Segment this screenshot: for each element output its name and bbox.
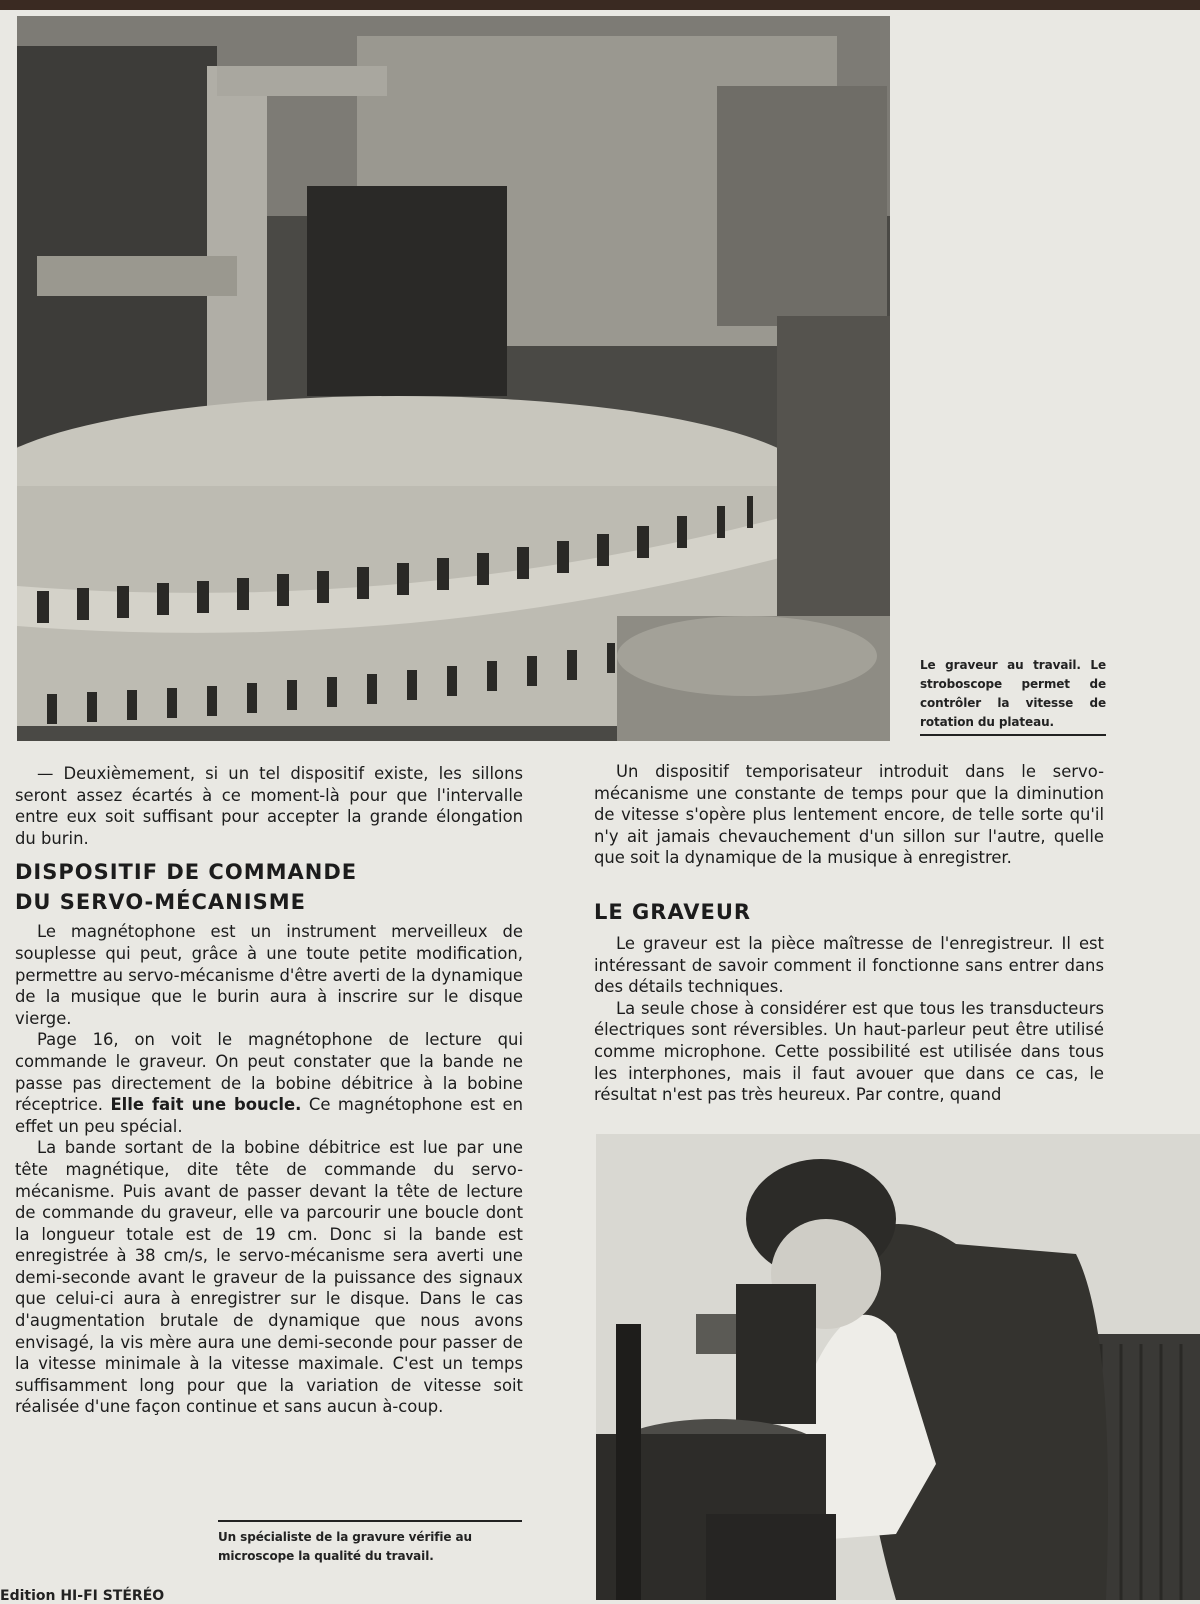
- footer-edition: Edition HI-FI STÉRÉO: [0, 1588, 165, 1604]
- caption-lathe: Le graveur au travail. Le stroboscope permet de contrôler la vitesse de rotation du plateau.: [920, 656, 1106, 736]
- photo-cutting-lathe: [17, 16, 890, 741]
- paragraph-bande: La bande sortant de la bobine débitrice est lue par une tête magnétique, dite tête de commande du servo-mécanisme. Puis avant de passer devant la tête de lecture de commande du graveur, elle va parcourir une boucle dont la longueur totale est de 19 cm. Donc si la bande est enregistrée à 38 cm/s, le servo-mécanisme sera averti une demi-seconde avant le graveur de la puissance des signaux que celui-ci aura à enregistrer sur le disque. Dans le cas d'augmentation brutale de dynamique que nous avons envisagé, la vis mère aura une demi-seconde pour passer de la vitesse minimale à la vitesse maximale. C'est un temps suffisamment long pour que la variation de vitesse soit réalisée d'une façon continue et sans aucun à-coup.: [15, 1138, 523, 1417]
- right-column: [594, 761, 1104, 1106]
- heading-le-graveur: LE GRAVEUR: [594, 899, 752, 924]
- page-top-edge: [0, 0, 1200, 10]
- paragraph-page16: [15, 1029, 523, 1137]
- photo-specialist-microscope-drawing: [596, 1134, 1200, 1600]
- paragraph-page16-start: Page 16, on voit le magnétophone de lecture qui commande le graveur. On peut constater que la bande ne passe pas directement de la bobine débitrice à la bobine réceptrice.: [15, 1030, 523, 1115]
- photo-specialist-microscope: [596, 1134, 1200, 1600]
- photo-cutting-lathe-drawing: [17, 16, 890, 741]
- paragraph-graveur-intro: Le graveur est la pièce maîtresse de l'enregistreur. Il est intéressant de savoir comment il fonctionne sans entrer dans des détails techniques.: [594, 933, 1104, 997]
- heading-servo-control: [15, 857, 523, 917]
- left-column: [15, 763, 523, 1418]
- paragraph-page16-end: Ce magnétophone est en effet un peu spécial.: [15, 1095, 523, 1136]
- heading-servo-line1: DISPOSITIF DE COMMANDE: [15, 860, 358, 885]
- heading-servo-line2: DU SERVO-MÉCANISME: [15, 890, 306, 915]
- caption-specialist: Un spécialiste de la gravure vérifie au microscope la qualité du travail.: [218, 1520, 522, 1566]
- paragraph-temporisateur: Un dispositif temporisateur introduit dans le servo-mécanisme une constante de temps pour que la diminution de vitesse s'opère plus lentement encore, de telle sorte qu'il n'y ait jamais chevauchement d'un sillon sur l'autre, quelle que soit la dynamique de la musique à enregistrer.: [594, 762, 1104, 868]
- paragraph-transducteurs: La seule chose à considérer est que tous les transducteurs électriques sont réversibles. Un haut-parleur peut être utilisé comme microphone. Cette possibilité est utilisée dans tous les interphones, mais il faut avouer que dans ce cas, le résultat n'est pas très heureux. Par contre, quand: [594, 998, 1104, 1105]
- paragraph-magnetophone: Le magnétophone est un instrument merveilleux de souplesse qui peut, grâce à une toute petite modification, permettre au servo-mécanisme d'être averti de la dynamique de la musique que le burin aura à inscrire sur le disque vierge.: [15, 922, 523, 1028]
- paragraph-page16-bold: Elle fait une boucle.: [110, 1095, 302, 1115]
- intro-paragraph: — Deuxièmement, si un tel dispositif existe, les sillons seront assez écartés à ce moment-là pour que l'intervalle entre eux soit suffisant pour accepter la grande élongation du burin.: [15, 764, 523, 848]
